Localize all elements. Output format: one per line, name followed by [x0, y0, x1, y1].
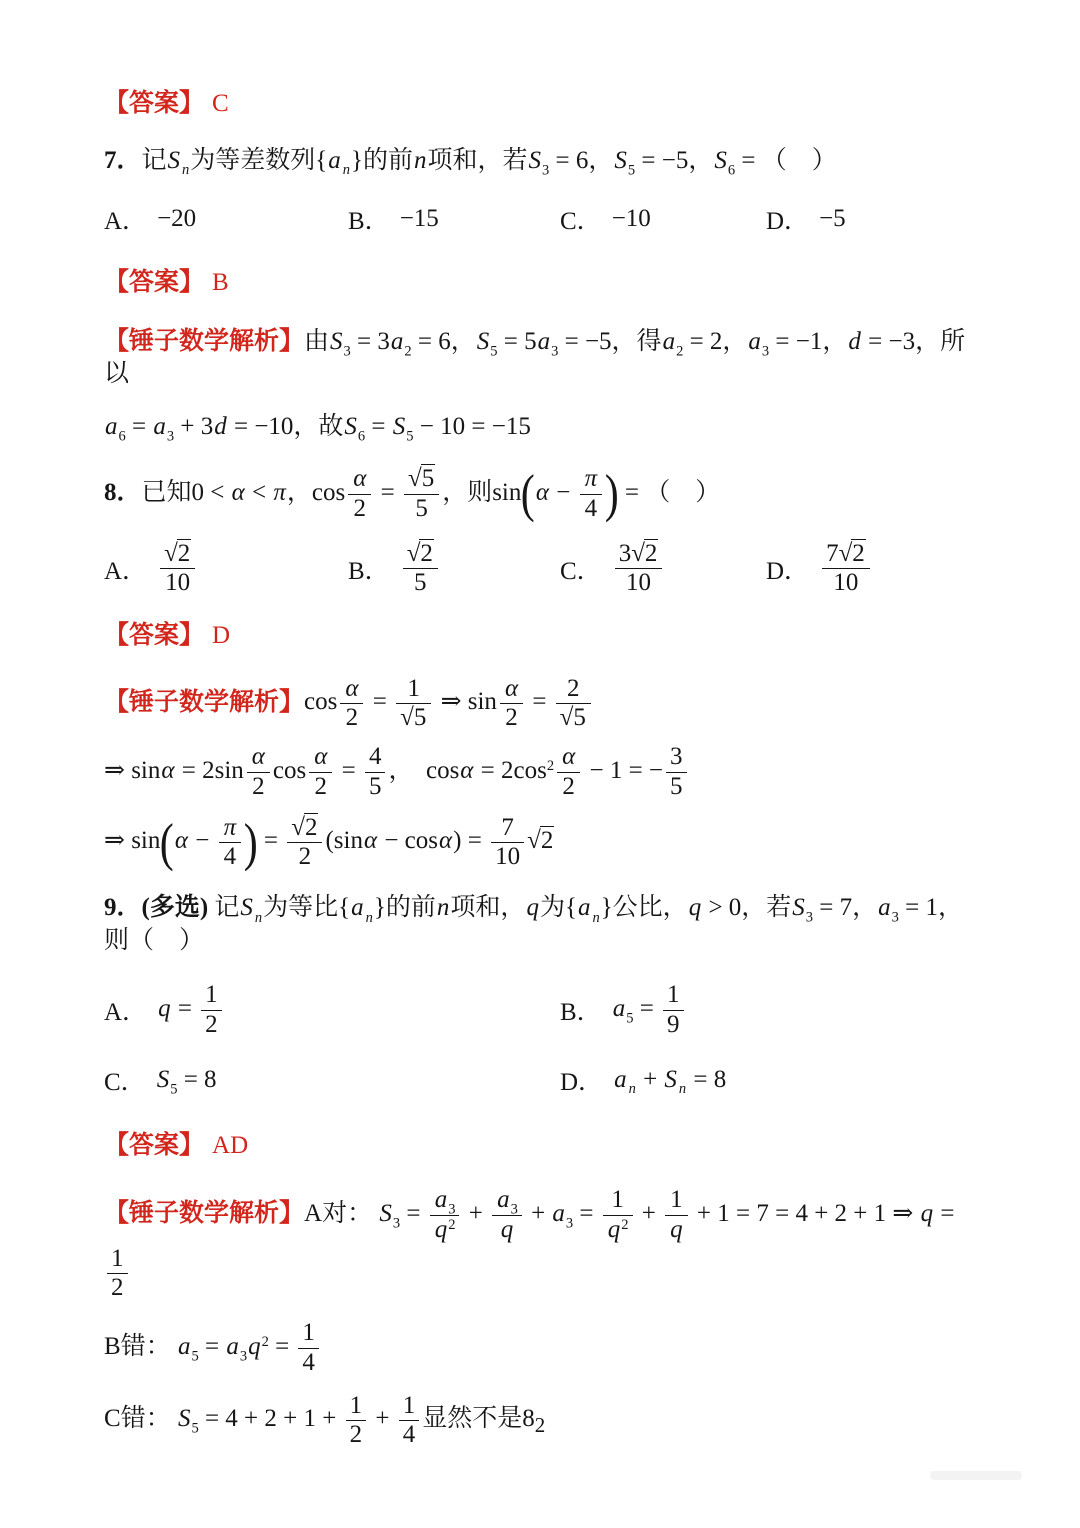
option-a-label: A． [104, 208, 148, 235]
faint-watermark [930, 1471, 1022, 1480]
answer-value-q7: B [212, 269, 229, 296]
analysis-q8-text-2: ⇒ sinα = 2sin $\frac{\alpha}{2}$ cos $\frac{\alpha}{2}$ = $\frac{4}{5}$ ， $\cos\alpha = 2\cos^2$ $\frac{\alpha}{2}$ − 1 = − $\frac{3}{5}$ [104, 757, 690, 784]
option-c-value: $\frac{3√2}{10}$ [612, 540, 666, 599]
analysis-q8-line-1 [104, 675, 984, 734]
option-a-value: $\frac{√2}{10}$ [157, 540, 198, 599]
option-d-label: D． [560, 1068, 604, 1096]
analysis-q7-text-2: $a_6 = a_3 + 3d = -10$，故$S_6 = S_5 - 10 = -15$ [105, 412, 531, 445]
option-a [104, 201, 348, 237]
analysis-q9-text-3: C错： $S_5 = 4 + 2 + 1$ + $\frac{1}{2}$ + $\frac{1}{4}$ 显然不是8 [104, 1391, 535, 1449]
analysis-label: 【锤子数学解析】 [104, 1199, 305, 1227]
analysis-q7-text-1: 由$S_3 = 3a_2 = 6$，$S_5 = 5a_3 = -5$，得$a_2 = 2$，$a_3 = -1$，d = −3，所以 [104, 327, 966, 387]
option-c [104, 1062, 560, 1098]
option-b-value: $a_5$ = $\frac{1}{9}$ [612, 981, 687, 1040]
analysis-q9-line-1 [104, 1186, 984, 1303]
answer-label: 【答案】 [104, 622, 205, 649]
option-d-value: $\frac{7√2}{10}$ [819, 540, 873, 599]
analysis-q7-line-1 [104, 326, 984, 391]
option-b-label: B． [348, 208, 390, 235]
question-9-stem [104, 892, 984, 957]
answer-line-q7 [104, 267, 984, 300]
question-7-text: 7．记S $_n$为等差数列{a $_n$}的前n项和，若$S_3 = 6$，$S_5 = -5$，$S_6$ = （ ） [104, 146, 837, 179]
option-d-label: D． [766, 557, 810, 585]
question-9-options-row-2 [104, 1062, 984, 1098]
option-a [104, 981, 560, 1040]
option-b [348, 540, 560, 599]
option-a-label: A． [104, 999, 148, 1027]
option-d-value: a $_n$ + S $_n$ = 8 [614, 1065, 727, 1098]
analysis-q9-text-2: B错： $a_5 = a_3q^2$ = $\frac{1}{4}$ [104, 1333, 322, 1360]
option-c-value: $S_5 = 8$ [156, 1065, 217, 1098]
option-c-label: C． [560, 208, 602, 235]
analysis-q9-line-2 [104, 1319, 984, 1378]
answer-label: 【答案】 [104, 90, 205, 117]
option-c-label: C． [560, 557, 602, 585]
analysis-q9-text-1: A对： $S_3$ = $\frac{a_3}{q^2}$ + $\frac{a_3}{q}$ + $a_3$ = $\frac{1}{q^2}$ + $\frac{1}{q}$ + 1 = 7 = 4 + 2 + 1 ⇒ q = $\frac{1}{2}$ [104, 1200, 954, 1286]
option-b [560, 981, 984, 1040]
question-7-stem [104, 145, 984, 178]
option-a-value: q = $\frac{1}{2}$ [157, 981, 225, 1040]
analysis-q8-text-3: ⇒ sin(α − $\frac{\pi}{4}$ ) = $\frac{√2}{2}$ (sinα − cosα) = $\frac{7}{10}$ √2 [104, 813, 554, 872]
analysis-label: 【锤子数学解析】 [104, 688, 305, 716]
analysis-q8-line-2 [104, 743, 984, 802]
option-d-value: −5 [819, 205, 846, 232]
analysis-q8-text-1: cos $\frac{\alpha}{2}$ = $\frac{1}{√5}$ ⇒ sin $\frac{\alpha}{2}$ = $\frac{2}{√5}$ [304, 688, 594, 715]
option-c-value: −10 [611, 205, 651, 232]
question-9-options-row-1 [104, 981, 984, 1040]
answer-value-q9: AD [212, 1131, 249, 1159]
answer-line-q9 [104, 1130, 984, 1163]
answer-line-q6 [104, 88, 984, 121]
answer-line-q8 [104, 620, 984, 653]
option-b [348, 201, 560, 237]
option-b-label: B． [560, 999, 602, 1027]
analysis-q7-line-2 [104, 411, 984, 444]
answer-label: 【答案】 [104, 1131, 205, 1159]
option-d [560, 1062, 984, 1098]
option-a-label: A． [104, 557, 148, 585]
option-c [560, 201, 766, 237]
option-a [104, 540, 348, 599]
answer-label: 【答案】 [104, 269, 205, 296]
analysis-label: 【锤子数学解析】 [104, 327, 305, 355]
question-8-text: 8．已知0 < α < π，cos $\frac{\alpha}{2}$ = $\frac{√5}{5}$ ，则sin(α − $\frac{\pi}{4}$ ) = （ ） [104, 465, 721, 524]
option-c [560, 540, 766, 599]
question-7-options [104, 201, 984, 237]
option-b-value: $\frac{√2}{5}$ [400, 540, 441, 599]
answer-value-q6: C [212, 90, 229, 117]
option-b-label: B． [348, 557, 390, 585]
option-a-value: −20 [157, 205, 197, 232]
analysis-q8-line-3 [104, 814, 984, 873]
option-d-label: D． [766, 208, 810, 235]
option-b-value: −15 [399, 205, 439, 232]
page-number: 2 [534, 1413, 546, 1437]
option-d [766, 201, 984, 237]
question-8-options [104, 540, 984, 599]
option-d [766, 540, 984, 599]
question-9-text: 9．(多选) 记S $_n$为等比{a $_n$}的前n项和，q为{a $_n$}公比，q > 0，若$S_3 = 7$，$a_3 = 1$，则（ ） [104, 894, 964, 954]
answer-value-q8: D [212, 622, 231, 649]
option-c-label: C． [104, 1068, 146, 1096]
question-8-stem [104, 465, 984, 524]
